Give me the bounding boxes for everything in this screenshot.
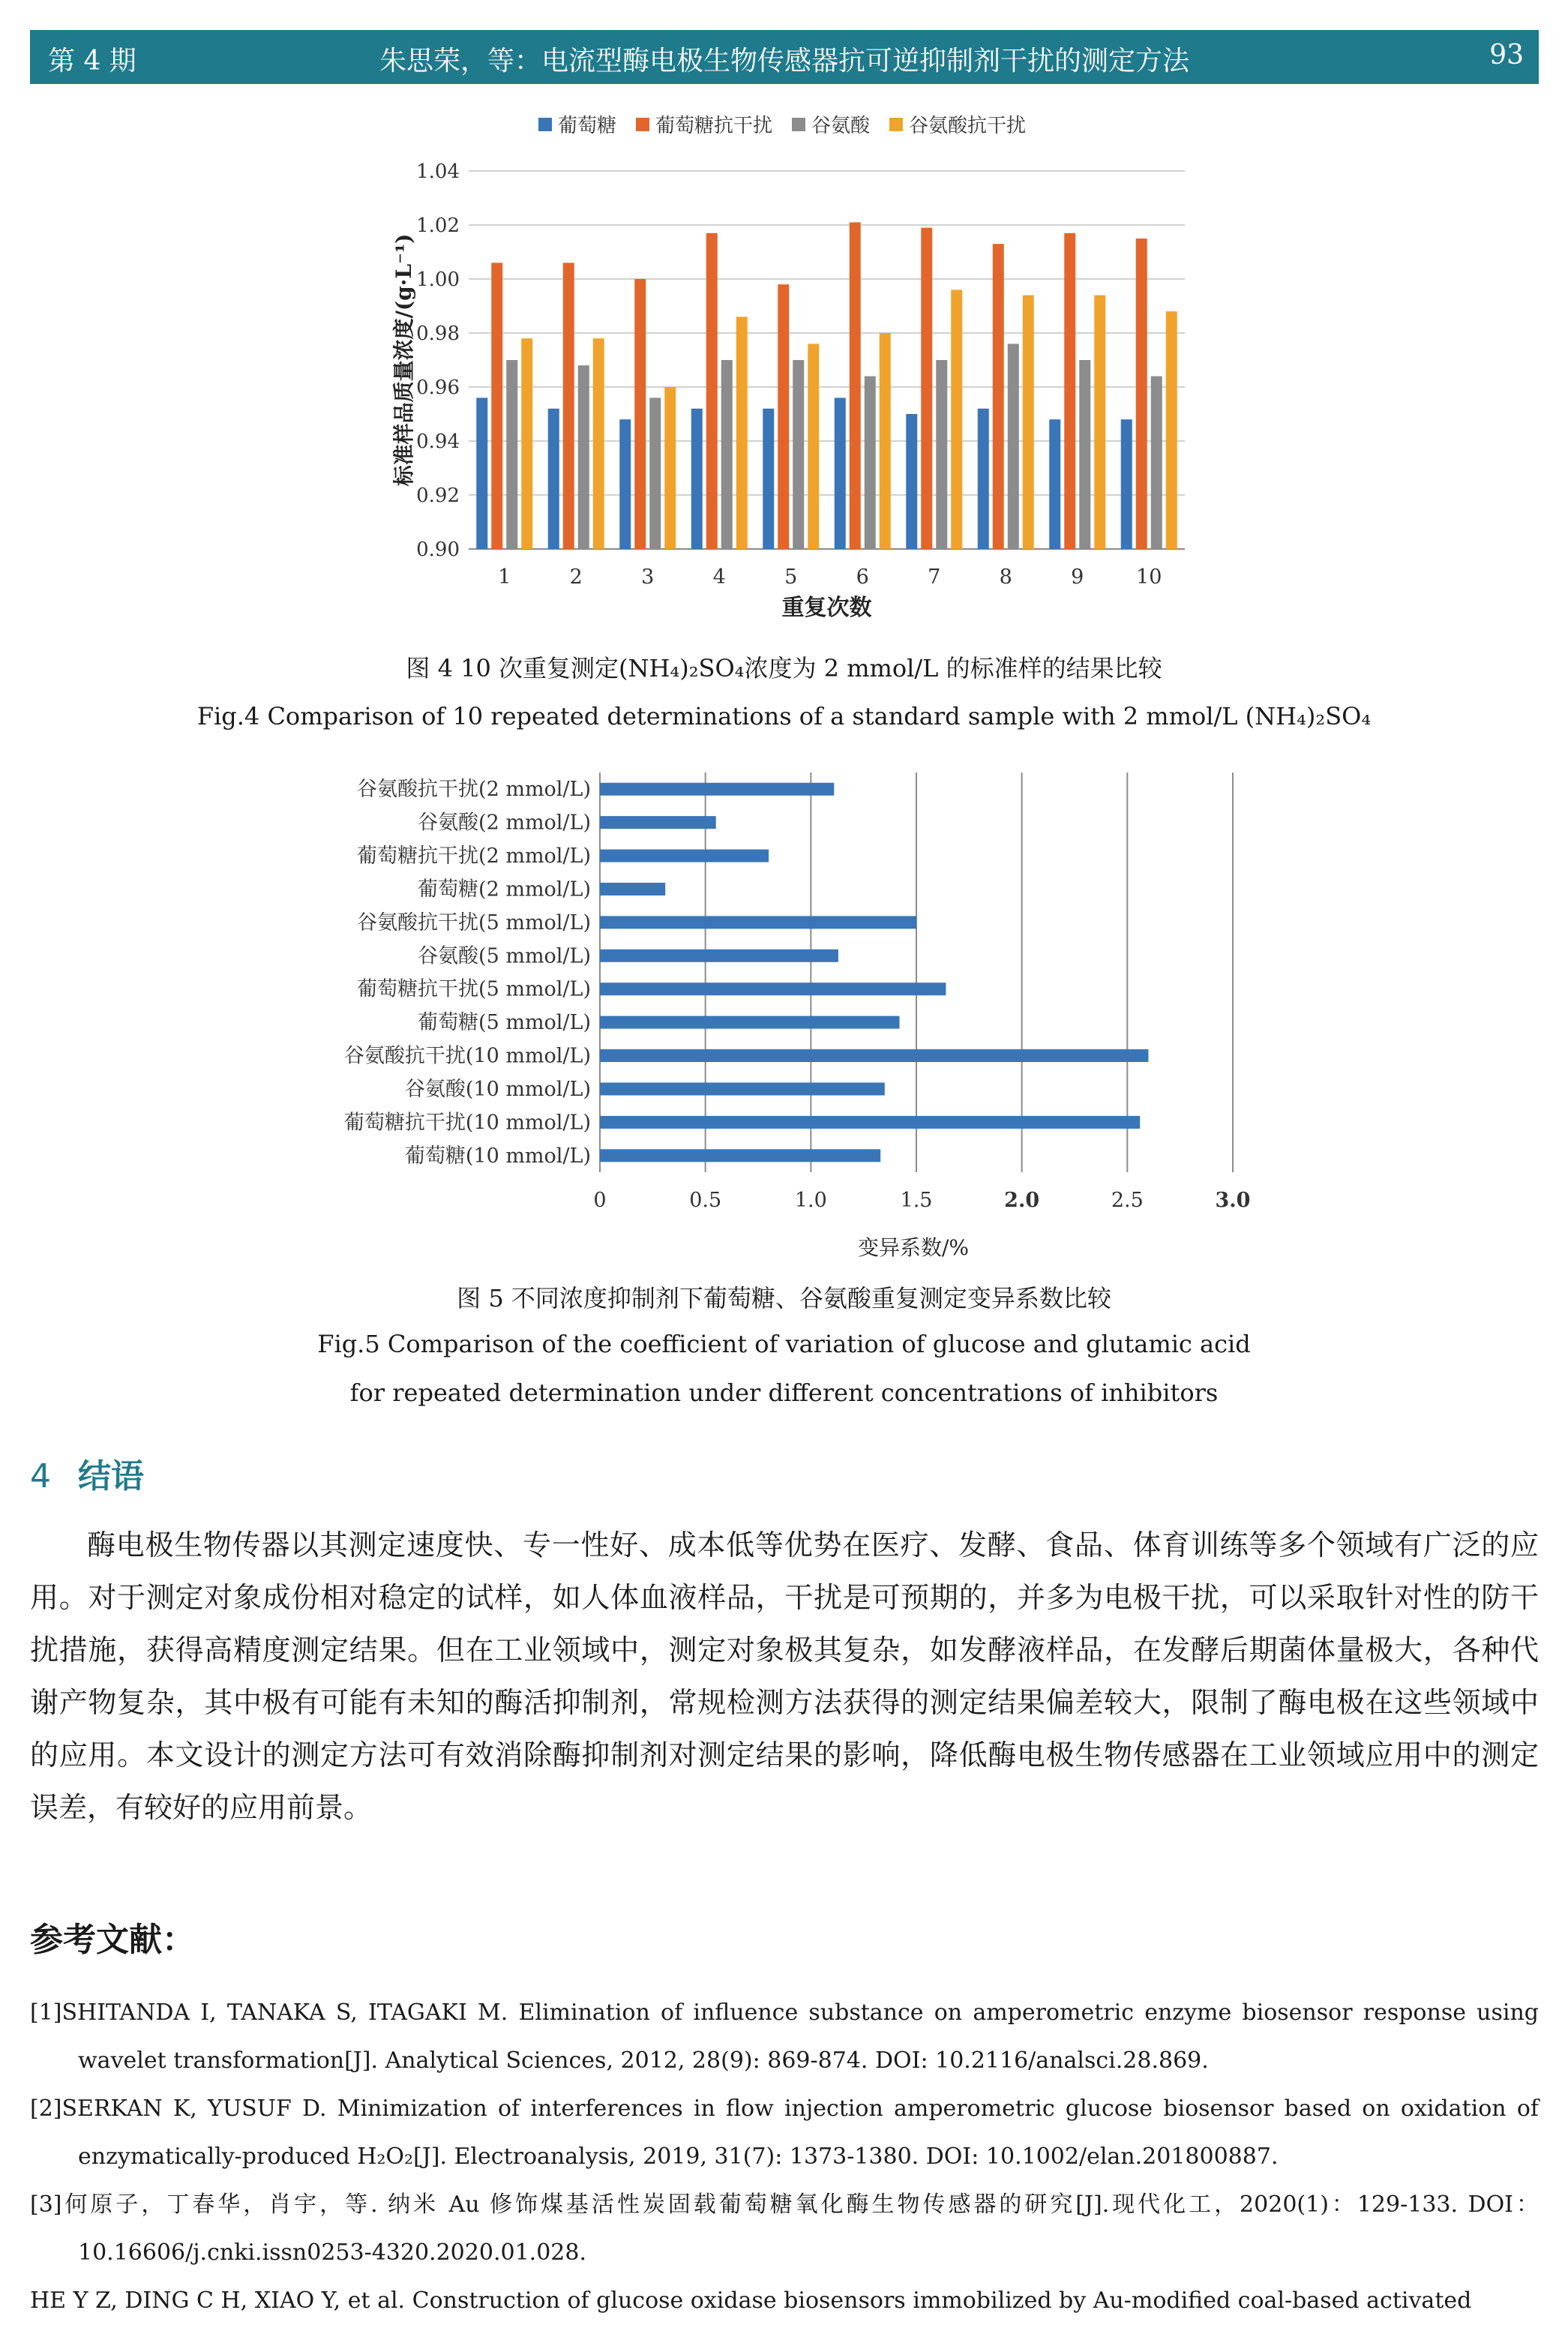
y-tick-label: 0.96 <box>416 376 460 399</box>
bar <box>600 950 838 962</box>
bar-谷氨酸抗干扰 <box>664 387 676 549</box>
legend-swatch <box>792 118 805 131</box>
bar-葡萄糖抗干扰 <box>706 233 718 549</box>
bar-葡萄糖 <box>835 398 846 549</box>
x-tick-label: 2.5 <box>1111 1189 1144 1212</box>
legend-label: 葡萄糖 <box>558 115 617 137</box>
figure-5-caption-en-2: for repeated determination under different concentrations of inhibitors <box>349 1378 1219 1407</box>
bar-谷氨酸 <box>1079 360 1090 549</box>
x-tick-label: 3.0 <box>1215 1189 1251 1212</box>
bar-葡萄糖 <box>619 419 631 549</box>
bar <box>600 1016 899 1029</box>
bar-谷氨酸抗干扰 <box>951 290 962 549</box>
y-tick-label: 0.98 <box>416 322 460 345</box>
bar-葡萄糖 <box>906 414 917 549</box>
y-tick-label: 1.00 <box>416 268 460 291</box>
issue-label: 第 4 期 <box>48 46 136 76</box>
bar-谷氨酸 <box>793 360 804 549</box>
y-category-label: 葡萄糖(10 mmol/L) <box>404 1144 591 1168</box>
y-category-label: 葡萄糖抗干扰(2 mmol/L) <box>357 844 591 868</box>
legend-swatch <box>538 118 552 131</box>
x-tick-label: 10 <box>1136 566 1162 589</box>
bar <box>600 783 834 796</box>
y-tick-label: 0.90 <box>416 538 460 561</box>
reference-list <box>30 1989 1539 2325</box>
legend-swatch <box>636 118 649 131</box>
y-tick-label: 1.02 <box>416 214 460 237</box>
bar-谷氨酸抗干扰 <box>521 338 532 549</box>
figure-4-caption-cn: 图 4 10 次重复测定(NH₄)₂SO₄浓度为 2 mmol/L 的标准样的结果比较 <box>406 654 1162 682</box>
figure-5-caption-cn: 图 5 不同浓度抑制剂下葡萄糖、谷氨酸重复测定变异系数比较 <box>457 1284 1111 1312</box>
bar-葡萄糖 <box>1121 419 1132 549</box>
bar-谷氨酸 <box>936 360 947 549</box>
y-category-label: 谷氨酸抗干扰(5 mmol/L) <box>357 910 591 934</box>
bar-葡萄糖 <box>1049 419 1060 549</box>
bar-谷氨酸抗干扰 <box>1166 311 1177 549</box>
bar-谷氨酸抗干扰 <box>880 333 891 549</box>
bar-葡萄糖抗干扰 <box>850 222 861 549</box>
section-number: 4 <box>30 1457 51 1496</box>
y-tick-label: 0.92 <box>416 484 460 507</box>
bar-葡萄糖抗干扰 <box>921 228 932 549</box>
bar-葡萄糖抗干扰 <box>634 279 646 549</box>
x-tick-label: 4 <box>712 566 726 589</box>
bar <box>600 916 916 928</box>
x-tick-label: 6 <box>856 566 869 589</box>
figure-4-caption-en: Fig.4 Comparison of 10 repeated determinations of a standard sample with 2 mmol/L (NH₄)₂SO₄ <box>196 702 1372 730</box>
bar-葡萄糖 <box>691 409 703 549</box>
x-tick-label: 1.5 <box>900 1189 933 1212</box>
reference-item: [3]何原子，丁春华，肖宇，等. 纳米 Au 修饰煤基活性炭固载葡萄糖氧化酶生物传感器的研究[J].现代化工，2020(1)：129-133. DOI：10.16606/j.cnki.issn0253-4320.2020.01.028. <box>30 2192 1539 2266</box>
legend-label: 谷氨酸抗干扰 <box>909 115 1027 137</box>
x-tick-label: 0.5 <box>689 1189 722 1212</box>
legend-label: 葡萄糖抗干扰 <box>655 115 773 137</box>
x-tick-label: 5 <box>784 566 798 589</box>
x-tick-label: 8 <box>999 566 1012 589</box>
bar-谷氨酸 <box>1008 344 1019 549</box>
bar <box>600 1049 1148 1062</box>
conclusion-paragraph: 酶电极生物传器以其测定速度快、专一性好、成本低等优势在医疗、发酵、食品、体育训练等多个领域有广泛的应用。对于测定对象成份相对稳定的试样，如人体血液样品，干扰是可预期的，并多为电极干扰，可以采取针对性的防干扰措施，获得高精度测定结果。但在工业领域中，测定对象极其复杂，如发酵液样品，在发酵后期菌体量极大，各种代谢产物复杂，其中极有可能有未知的酶活抑制剂，常规检测方法获得的测定结果偏差较大，限制了酶电极在这些领域中的应用。本文设计的测定方法可有效消除酶抑制剂对测定结果的影响，降低酶电极生物传感器在工业领域应用中的测定误差，有较好的应用前景。 <box>30 1528 1539 1824</box>
bar-葡萄糖 <box>978 409 989 549</box>
y-category-label: 葡萄糖(2 mmol/L) <box>418 878 591 902</box>
bar <box>600 1116 1140 1129</box>
y-tick-label: 1.04 <box>416 160 460 183</box>
bar <box>600 1082 885 1095</box>
bar-谷氨酸 <box>1151 376 1162 549</box>
section-title: 结语 <box>78 1457 144 1496</box>
bar-谷氨酸抗干扰 <box>1094 296 1105 549</box>
bar-葡萄糖抗干扰 <box>993 244 1004 549</box>
x-tick-label: 7 <box>928 566 941 589</box>
bar-谷氨酸抗干扰 <box>1023 296 1034 549</box>
bar-谷氨酸 <box>865 376 876 549</box>
running-title: 朱思荣，等：电流型酶电极生物传感器抗可逆抑制剂干扰的测定方法 <box>379 46 1189 76</box>
y-category-label: 葡萄糖抗干扰(10 mmol/L) <box>343 1111 591 1135</box>
bar <box>600 1149 880 1162</box>
x-tick-label: 3 <box>641 566 655 589</box>
reference-item: HE Y Z, DING C H, XIAO Y, et al. Construction of glucose oxidase biosensors immobilized by Au-modified coal-based activated <box>30 2288 1472 2314</box>
y-category-label: 谷氨酸(10 mmol/L) <box>404 1077 591 1101</box>
figure-5-caption-en-1: Fig.5 Comparison of the coefficient of variation of glucose and glutamic acid <box>317 1330 1251 1358</box>
x-tick-label: 1.0 <box>794 1189 827 1212</box>
legend-label: 谷氨酸 <box>811 115 871 137</box>
bar-谷氨酸 <box>721 360 733 549</box>
bar-葡萄糖 <box>548 409 559 549</box>
figure-4-chart <box>0 105 1568 630</box>
bar-谷氨酸 <box>506 360 517 549</box>
x-tick-label: 2 <box>569 566 583 589</box>
reference-item: [1]SHITANDA I, TANAKA S, ITAGAKI M. Elimination of influence substance on amperometric enzyme biosensor response using wavelet transformation[J]. Analytical Sciences, 2012, 28(9): 869-874. DOI: 10.2116/analsci.28.869. <box>30 2000 1539 2074</box>
y-category-label: 葡萄糖(5 mmol/L) <box>418 1011 591 1035</box>
bar-葡萄糖 <box>763 409 774 549</box>
journal-header <box>30 30 1539 84</box>
x-tick-label: 2.0 <box>1004 1189 1040 1212</box>
figure-5-chart <box>0 761 1568 1271</box>
y-category-label: 谷氨酸抗干扰(2 mmol/L) <box>357 778 591 802</box>
y-category-label: 葡萄糖抗干扰(5 mmol/L) <box>357 977 591 1001</box>
bar <box>600 816 716 829</box>
reference-item: [2]SERKAN K, YUSUF D. Minimization of interferences in flow injection amperometric glucose biosensor based on oxidation of enzymatically-produced H₂O₂[J]. Electroanalysis, 2019, 31(7): 1373-1380. DOI: 10.1002/elan.201800887. <box>30 2096 1539 2170</box>
y-tick-label: 0.94 <box>416 430 460 453</box>
y-category-label: 谷氨酸(2 mmol/L) <box>418 811 591 835</box>
bar-葡萄糖抗干扰 <box>563 262 574 549</box>
bar-葡萄糖 <box>476 398 487 549</box>
bar-谷氨酸抗干扰 <box>736 316 748 549</box>
bar-葡萄糖抗干扰 <box>1064 233 1075 549</box>
bar <box>600 850 769 862</box>
bar-葡萄糖抗干扰 <box>778 284 789 549</box>
x-axis-title: 变异系数/% <box>857 1235 970 1260</box>
bar-谷氨酸抗干扰 <box>808 344 819 549</box>
references-heading: 参考文献： <box>30 1921 195 1959</box>
x-tick-label: 9 <box>1071 566 1084 589</box>
x-tick-label: 0 <box>593 1189 607 1212</box>
bar-葡萄糖抗干扰 <box>491 262 502 549</box>
bar-谷氨酸 <box>578 365 589 549</box>
y-category-label: 谷氨酸抗干扰(10 mmol/L) <box>343 1044 591 1068</box>
y-category-label: 谷氨酸(5 mmol/L) <box>418 944 591 968</box>
x-axis-title: 重复次数 <box>781 595 872 621</box>
bar <box>600 982 946 995</box>
y-axis-title: 标准样品质量浓度/(g·L⁻¹) <box>391 233 416 487</box>
page-number: 93 <box>1489 40 1524 70</box>
legend-swatch <box>889 118 903 131</box>
bar-谷氨酸 <box>649 398 661 549</box>
bar <box>600 883 665 896</box>
bar-葡萄糖抗干扰 <box>1136 238 1147 549</box>
bar-谷氨酸抗干扰 <box>593 338 604 549</box>
x-tick-label: 1 <box>498 566 511 589</box>
section-heading <box>30 1449 144 1497</box>
